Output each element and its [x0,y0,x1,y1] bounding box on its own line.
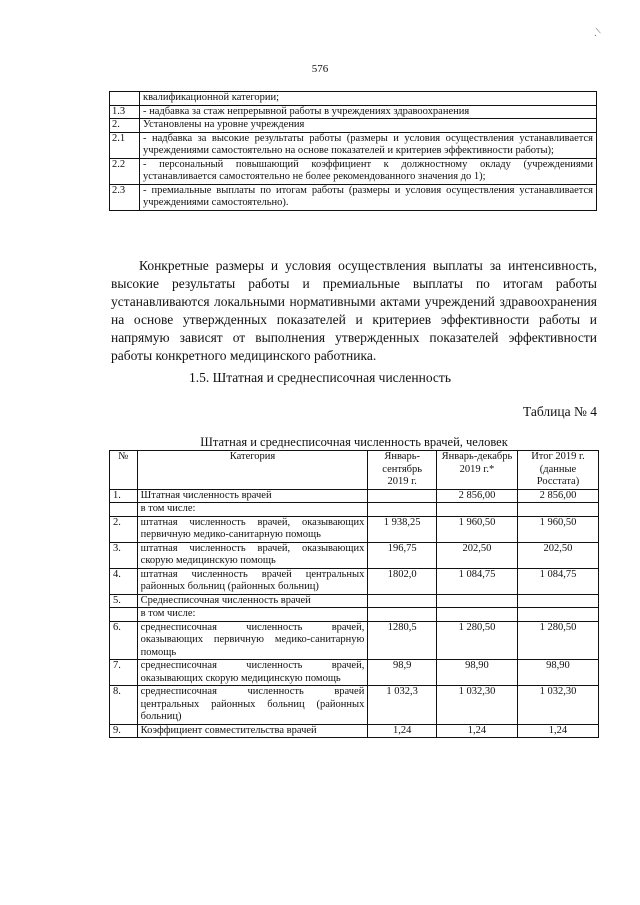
value-total: 202,50 [517,542,598,568]
page-number: 576 [311,63,329,75]
row-category: штатная численность врачей, оказывающих скорую медицинскую помощь [137,542,368,568]
row-number: 2.2 [110,158,140,184]
row-text: квалификационной категории; [140,92,597,106]
header-number: № [110,451,138,490]
row-number: 2.1 [110,132,140,158]
table-row [110,594,599,608]
value-jan-sep: 1 032,3 [368,686,437,725]
table-row [110,184,597,210]
table-row [110,158,597,184]
value-jan-dec [437,594,518,608]
value-jan-dec: 1 032,30 [437,686,518,725]
value-jan-dec [437,503,518,517]
row-category: среднесписочная численность врачей, оказывающих скорую медицинскую помощь [137,660,368,686]
row-number [110,503,138,517]
value-jan-dec: 1 280,50 [437,621,518,660]
value-jan-dec: 202,50 [437,542,518,568]
row-number: 7. [110,660,138,686]
value-total: 1 084,75 [517,568,598,594]
value-jan-dec: 1 084,75 [437,568,518,594]
table-row [110,724,599,738]
value-total: 1 032,30 [517,686,598,725]
value-jan-dec: 1,24 [437,724,518,738]
value-jan-sep [368,608,437,622]
table-row [110,132,597,158]
table-row [110,660,599,686]
table-header-row [110,451,599,490]
row-number: 9. [110,724,138,738]
table-row [110,119,597,133]
table-row [110,568,599,594]
section-heading: 1.5. Штатная и среднесписочная численность [189,370,451,385]
row-text: - персональный повышающий коэффициент к должностному окладу (учреждениями устанавливается самостоятельно не более рекомендованного значения до 1); [140,158,597,184]
row-category: в том числе: [137,503,368,517]
header-total-rosstat: Итог 2019 г. (данные Росстата) [517,451,598,490]
value-jan-sep [368,594,437,608]
row-category: штатная численность врачей, оказывающих первичную медико-санитарную помощь [137,516,368,542]
value-jan-sep: 1,24 [368,724,437,738]
value-total: 2 856,00 [517,489,598,503]
value-jan-sep: 98,9 [368,660,437,686]
row-text: - надбавка за стаж непрерывной работы в учреждениях здравоохранения [140,105,597,119]
table-row [110,105,597,119]
row-category: среднесписочная численность врачей, оказывающих первичную медико-санитарную помощь [137,621,368,660]
row-number [110,92,140,106]
value-total [517,503,598,517]
table-row [110,542,599,568]
allowances-table [109,91,597,211]
row-number: 2. [110,119,140,133]
row-number [110,608,138,622]
table-row [110,621,599,660]
value-jan-sep [368,489,437,503]
value-jan-dec: 2 856,00 [437,489,518,503]
row-number: 2. [110,516,138,542]
row-number: 6. [110,621,138,660]
table-row [110,489,599,503]
row-text: - премиальные выплаты по итогам работы (размеры и условия осуществления устанавливается учреждениями самостоятельно). [140,184,597,210]
row-text: Установлены на уровне учреждения [140,119,597,133]
table-label: Таблица № 4 [523,404,597,419]
value-jan-sep [368,503,437,517]
value-total: 98,90 [517,660,598,686]
row-number: 1. [110,489,138,503]
staff-count-table [109,450,599,738]
row-number: 1.3 [110,105,140,119]
row-category: Штатная численность врачей [137,489,368,503]
row-number: 8. [110,686,138,725]
header-jan-sep: Январь-сентябрь 2019 г. [368,451,437,490]
value-total: 1,24 [517,724,598,738]
value-jan-sep: 1280,5 [368,621,437,660]
value-jan-dec [437,608,518,622]
value-jan-sep: 196,75 [368,542,437,568]
table-row [110,92,597,106]
value-total: 1 960,50 [517,516,598,542]
row-category: Среднесписочная численность врачей [137,594,368,608]
row-number: 3. [110,542,138,568]
value-total [517,608,598,622]
value-total: 1 280,50 [517,621,598,660]
row-category: в том числе: [137,608,368,622]
corner-mark: · / [590,27,605,40]
value-jan-sep: 1802,0 [368,568,437,594]
value-jan-sep: 1 938,25 [368,516,437,542]
table-row [110,516,599,542]
value-jan-dec: 98,90 [437,660,518,686]
table-row [110,503,599,517]
row-category: среднесписочная численность врачей центральных районных больниц (районных больниц) [137,686,368,725]
row-text: - надбавка за высокие результаты работы (размеры и условия осуществления устанавливается учреждениями самостоятельно на основе показателей и критериев эффективности работы); [140,132,597,158]
row-number: 4. [110,568,138,594]
table-row [110,608,599,622]
body-paragraph: Конкретные размеры и условия осуществления выплаты за интенсивность, высокие результаты работы и премиальные выплаты по итогам работы устанавливаются локальными нормативными актами учреждений здравоохранения на основе утвержденных показателей и критериев эффективности работы и напрямую зависят от выполнения утвержденных показателей эффективности работы конкретного медицинского работника. [111,258,597,363]
value-total [517,594,598,608]
value-jan-dec: 1 960,50 [437,516,518,542]
header-category: Категория [137,451,368,490]
table-row [110,686,599,725]
table-caption: Штатная и среднесписочная численность врачей, человек [200,435,508,449]
row-category: Коэффициент совместительства врачей [137,724,368,738]
row-category: штатная численность врачей центральных районных больниц (районных больниц) [137,568,368,594]
row-number: 5. [110,594,138,608]
header-jan-dec: Январь-декабрь 2019 г.* [437,451,518,490]
row-number: 2.3 [110,184,140,210]
